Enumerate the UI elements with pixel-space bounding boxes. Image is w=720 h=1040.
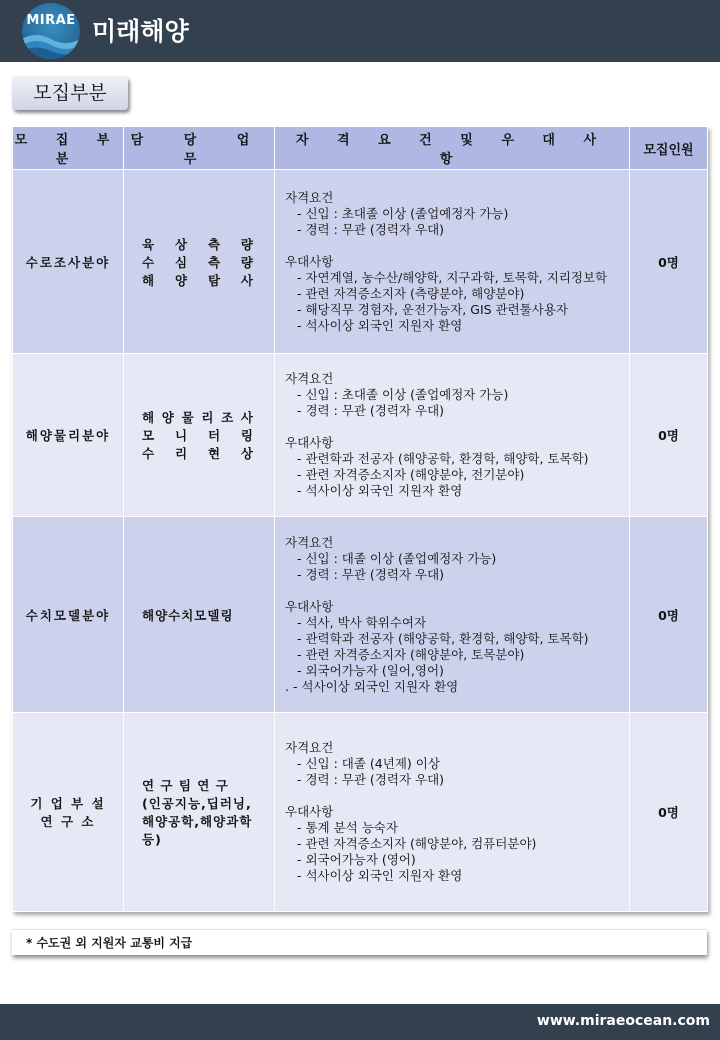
header-bar [0,0,720,62]
header-requirements: 자 격 요 건 및 우 대 사 항 [275,127,630,170]
table-row [13,170,708,354]
req-item: - 신입 : 초대졸 이상 (졸업예정자 가능) [297,205,509,221]
req-item: - 경력 : 무관 (경력자 우대) [297,772,445,787]
logo [22,3,80,59]
pref-title: 우대사항 [285,435,334,450]
field-label: 기 업 부 설 [30,796,106,811]
pref-item: - 석사이상 외국인 지원자 환영 [297,868,463,883]
field-label: 해양물리분야 [25,428,111,443]
req-title: 자격요건 [285,189,334,205]
req-title: 자격요건 [285,371,334,386]
pref-item: - 관련 자격증소지자 (해양분야, 컴퓨터분야) [297,836,537,851]
pref-title: 우대사항 [285,253,334,269]
pref-item: - 관련 자격증소지자 (해양분야, 토목분야) [297,646,525,662]
field-label: 연 구 소 [40,814,96,829]
pref-item: - 석사, 박사 학위수여자 [297,614,427,630]
requirements-cell [275,354,630,517]
header-count: 모집인원 [630,127,708,170]
pref-item: - 관력학과 전공자 (해양공학, 환경학, 해양학, 토목학) [297,630,589,646]
requirements-cell [275,713,630,912]
req-item: - 경력 : 무관 (경력자 우대) [297,221,445,237]
pref-item: - 관련학과 전공자 (해양공학, 환경학, 해양학, 토목학) [297,451,589,466]
duty-line: 해 양 물 리 조 사 [142,410,254,425]
pref-title: 우대사항 [285,598,334,614]
duty-line: 수 리 현 상 [142,446,254,461]
field-cell [13,713,124,912]
pref-item: - 석사이상 외국인 지원자 환영 [297,317,463,333]
duty-cell [124,354,275,517]
recruitment-table [12,126,708,912]
field-cell [13,170,124,354]
req-title: 자격요건 [285,534,334,550]
duty-cell [124,713,275,912]
pref-item: - 외국어가능자 (영어) [297,852,416,867]
pref-item: - 자연계열, 농수산/해양학, 지구과학, 토목학, 지리정보학 [297,269,608,285]
section-label: 모집부분 [12,76,128,110]
count-cell: 0명 [630,713,708,912]
pref-item: - 관련 자격증소지자 (해양분야, 전기분야) [297,467,525,482]
duty-line: 연 구 팀 연 구 [142,778,229,793]
req-item: - 신입 : 대졸 이상 (졸업예정자 가능) [297,550,497,566]
count-cell: 0명 [630,354,708,517]
req-item: - 신입 : 초대졸 이상 (졸업예정자 가능) [297,387,509,402]
pref-item: - 관련 자격증소지자 (측량분야, 해양분야) [297,285,525,301]
count-cell: 0명 [630,517,708,713]
wave-icon [22,31,80,59]
req-title: 자격요건 [285,740,334,755]
count-cell: 0명 [630,170,708,354]
duty-line: 해 양 탐 사 [142,272,254,288]
table-row [13,517,708,713]
logo-text: MIRAE [26,13,76,28]
note-text: * 수도권 외 지원자 교통비 지급 [26,936,193,950]
field-cell [13,354,124,517]
footer-bar [0,1004,720,1040]
requirements-cell [275,170,630,354]
duty-cell [124,517,275,713]
table-row [13,354,708,517]
field-label: 수치모델분야 [25,607,111,623]
duty-line: 모 니 터 링 [142,428,254,443]
req-item: - 경력 : 무관 (경력자 우대) [297,566,445,582]
note-box [12,929,707,955]
brand-name: 미래해양 [92,17,189,46]
pref-item: - 통계 분석 능숙자 [297,820,398,835]
duty-cell [124,170,275,354]
duty-line: 해양공학,해양과학 등) [142,814,253,847]
pref-item: - 해당직무 경험자, 운전가능자, GIS 관련툴사용자 [297,301,568,317]
header-field: 모 집 부 분 [13,127,124,170]
duty-line: 해양수치모델링 [142,607,234,623]
duty-line: 육 상 측 량 [142,236,254,252]
pref-item: - 석사이상 외국인 지원자 환영 [297,483,463,498]
pref-item: . - 석사이상 외국인 지원자 환영 [285,678,459,694]
req-item: - 경력 : 무관 (경력자 우대) [297,403,445,418]
requirements-cell [275,517,630,713]
field-cell [13,517,124,713]
table-row [13,713,708,912]
pref-title: 우대사항 [285,804,334,819]
table-header-row [13,127,708,170]
duty-line: 수 심 측 량 [142,254,254,270]
header-duty: 담 당 업 무 [124,127,275,170]
duty-line: (인공지능,딥러닝, [142,796,252,811]
footer-url[interactable]: www.miraeocean.com [536,1013,710,1029]
req-item: - 신입 : 대졸 (4년제) 이상 [297,756,440,771]
pref-item: - 외국어가능자 (일어,영어) [297,662,444,678]
field-label: 수로조사분야 [25,254,111,270]
